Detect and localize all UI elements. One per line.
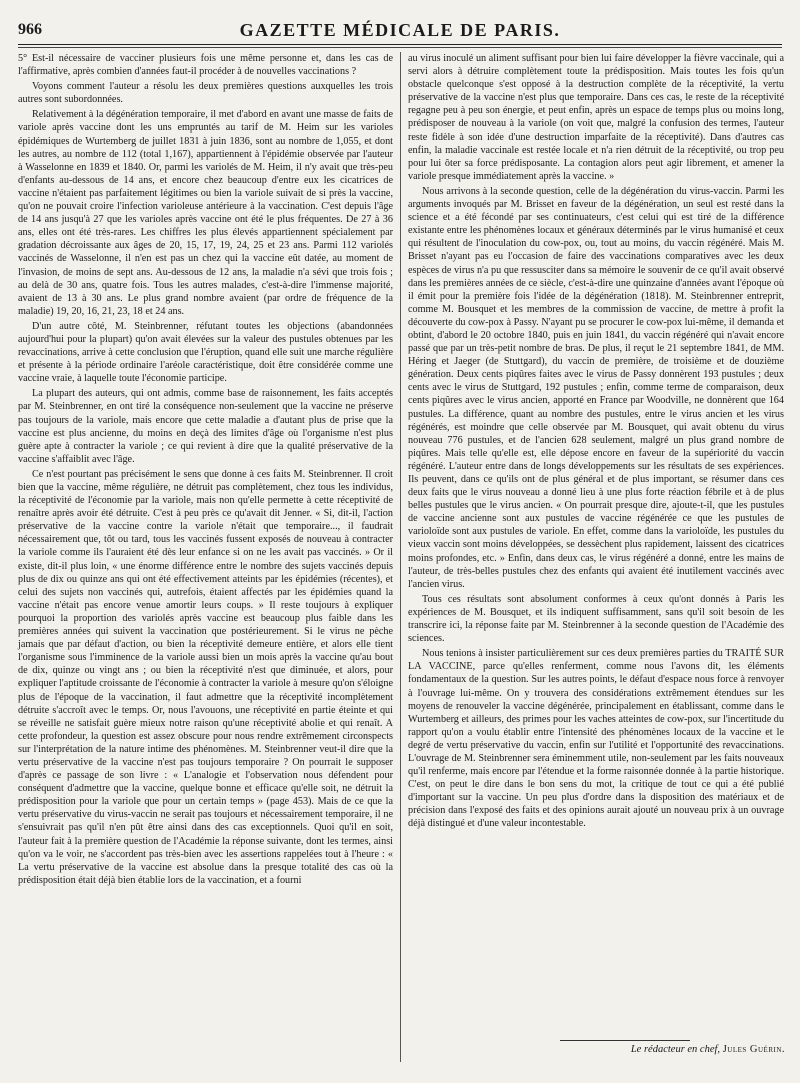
paragraph: au virus inoculé un aliment suffisant pour bien lui faire développer la fièvre vaccinale, qui a servi alors à détruire complètement toute la prédisposition. Mais toutes les fois qu'un obstacle quelconque s'est opposé à la destruction complète de la réceptivité, la vertu préservative de la vaccine n'est plus que temporaire. Dans ces cas, le reste de la réceptivité regagne peu à peu son énergie, et peut enfin, après un espace de temps plus ou moins long, prédisposer de nouveau à la variole (on voit que, malgré la confusion des termes, l'auteur reste fidèle à son idée d'une destruction imparfaite de la réceptivité). Dans d'autres cas enfin, la maladie vaccinale est restée locale et n'a rien détruit de la réceptivité, ou trop peu pour lui ôter sa force prédisposante. La contagion alors peut agir librement, et amener la variole presque immédiatement après la vaccine. » <box>408 53 784 182</box>
page-number: 966 <box>18 21 42 38</box>
paragraph: La plupart des auteurs, qui ont admis, comme base de raisonnement, les faits acceptés par M. Steinbrenner, en ont tiré la conséquence non-seulement que la vaccine ne préserve pas toujours de la variole, mais encore que cette maladie a d'autant plus de prise que la vaccine est plus ancienne, du moins en deçà des limites d'âge où l'organisme n'est plus guère apte à contracter la variole ; ce qui revient à dire que la qualité préservative de la vaccine s'affaiblit avec l'âge. <box>18 388 393 465</box>
signature <box>520 1044 785 1055</box>
page-header <box>18 18 782 42</box>
paragraph: Tous ces résultats sont absolument conformes à ceux qu'ont donnés à Paris les expériences de M. Bousquet, et ils indiquent suffisamment, sans qu'il soit besoin de les transcrire ici, la réponse faite par M. Steinbrenner à la seconde question de l'Académie des sciences. <box>408 593 784 645</box>
closing-rule <box>560 1040 690 1041</box>
paragraph: Relativement à la dégénération temporaire, il met d'abord en avant une masse de faits de variole après vaccine dont les uns empruntés au tarif de M. Heim sur les varioles épidémiques de Wurtemberg de juillet 1831 à juin 1836, sont au nombre de 1,055, et dont les autres, au nombre de 112 (total 1,167), appartiennent à l'épidémie observée par l'auteur à Wasselonne en 1839 et 1840. Or, parmi les variolés de M. Heim, il n'y avait que très-peu d'enfants au-dessous de 14 ans, et encore chez beaucoup d'entre eux les cicatrices de vaccine n'étaient pas parfaitement légitimes ou bien la variole suivait de si près la vaccine, qu'on ne pouvait croire l'infection varioleuse antérieure à la vaccination. C'est depuis l'âge de 14 ans jusqu'à 27 que les varioles après vaccine ont été le plus fréquentes. De 27 à 36 ans, elles ont été très-rares. Les chiffres les plus élevés appartiennent spécialement par gradation décroissante aux âges de 20, 15, 17, 19, 24, 25 et 23 ans. Parmi 112 variolés vaccinés de Wasselonne, il n'en est pas un chez qui la vaccine eût datée, au moment de l'invasion, de moins de sept ans. Au-dessous de 12 ans, la maladie n'a sévi que trois fois ; au delà de 30 ans, quatre fois. Tous les autres malades, c'est-à-dire l'immense majorité, avaient de 13 à 30 ans. Le plus grand nombre avaient (par ordre de fréquence de la maladie) 19, 20, 16, 21, 23, 18 et 24 ans. <box>18 109 393 317</box>
column-divider <box>400 52 401 1062</box>
paragraph: 5° Est-il nécessaire de vacciner plusieurs fois une même personne et, dans les cas de l'affirmative, après combien d'années faut-il procéder à de nouvelles vaccinations ? <box>18 53 393 78</box>
left-column <box>18 52 393 889</box>
signature-prefix: Le rédacteur en chef, <box>630 1044 721 1055</box>
paragraph: Nous arrivons à la seconde question, celle de la dégénération du virus-vaccin. Parmi les arguments invoqués par M. Brisset en faveur de la dégénération, un seul est resté dans la science et a été fécondé par ses continuateurs, c'est celui qui est tiré de la différence existante entre les phénomènes locaux et généraux déterminés par le virus humanisé et ceux qui résultent de l'inoculation du cow-pox, ou, tout au moins, du vaccin régénéré. Mais M. Brisset n'ayant pas eu l'occasion de faire des vaccinations comparatives avec les deux espèces de virus n'a pu que ressusciter dans sa mémoire le souvenir de ce qu'il avait observé dans les premières années de ce siècle, c'est-à-dire une quinzaine d'années avant l'époque où il émit pour la première fois l'idée de la dégénération (1818). M. Steinbrenner entreprit, comme M. Bousquet et les membres de la commission de vaccine, de mettre à profit la découverte du cow-pox à Passy. N'ayant pu se procurer le cow-pox lui-même, il demanda et obtint, d'abord le 20 octobre 1840, puis en juin 1841, du vaccin régénéré qui n'avait encore passé que par un très-petit nombre de bras. De plus, il reçut le 21 septembre 1841, de MM. Héring et Jaeger (de Stuttgard), du vaccin de première, de troisième et de douzième génération. Deux cents piqûres faites avec le virus de Passy donnèrent 193 pustules ; deux cents avec le virus de Stuttgard, 192 pustules ; enfin, comme terme de comparaison, deux cents piqûres avec le virus ancien, apporté en France par Woodville, ne donnèrent que 164 pustules. La différence, quant au nombre des pustules, entre le virus ancien et les virus régénérés, est moindre que celle observée par M. Bousquet, qui avait obtenu du virus nouveau 776 pustules, et de l'ancien 628 seulement, malgré un plus grand nombre de piqûres. Mais telle qu'elle est, elle dépose encore en faveur de la supériorité du vaccin régénéré. L'auteur entre dans de longs développements sur les résultats de ses expériences. Ils peuvent, dans ce qu'ils ont de plus général et de plus important, se résumer dans ces deux faits que le virus nouveau a donné lieu à une plus forte réaction fébrile et à de plus belles pustules que le virus ancien. « On pourrait presque dire, ajoute-t-il, que les pustules de vaccine ancienne sont aux pustules de vaccine régénérée ce que les pustules de varioloïde sont aux pustules de variole. En effet, comme dans la varioloïde, les pustules du vieux vaccin sont moins développées, se dessèchent plus rapidement, laissent des cicatrices moins profondes, etc. » Enfin, dans deux cas, le virus régénéré a donné, entre les mains de l'auteur, de très-belles pustules chez des enfants qui avaient été inutilement vaccinés avec l'ancien virus. <box>408 185 784 590</box>
paragraph: D'un autre côté, M. Steinbrenner, réfutant toutes les objections (abandonnées aujourd'hui pour la plupart) qu'on avait élevées sur la valeur des pustules obtenues par les revaccinations, arrive à cette conclusion que l'éruption, quand elle suit une marche régulière et présente à la période ordinaire l'aréole caractéristique, doit être considérée comme une vaccine vraie, à laquelle toute l'économie participe. <box>18 320 393 385</box>
paragraph: Ce n'est pourtant pas précisément le sens que donne à ces faits M. Steinbrenner. Il croit bien que la vaccine, même régulière, ne détruit pas complètement, chez tous les individus, la réceptivité de l'économie par la variole, mais non qu'elle permette à cette réceptivité de renaître après avoir été détruite. C'est à peu près ce qu'avait dit Jenner. « Si, dit-il, l'action préservative de la vaccine contre la variole n'était que temporaire..., il faudrait nécessairement que, tôt ou tard, tous les vaccinés fussent exposés de nouveau à contracter la variole comme ils l'auraient été dès leur enfance si on ne les avait pas vaccinés. » Or il existe, dit-il plus loin, « une énorme différence entre le nombre des sujets vaccinés depuis plus de dix ou quinze ans qui ont été effectivement atteints par les épidémies (récentes), et celui des sujets non vaccinés qui, autrefois, étaient affectés par les épidémies quand la vaccine n'était pas encore venue amortir leurs coups. » Il reste toujours à expliquer pourquoi la proportion des variolés après vaccine est beaucoup plus faible dans les premières années qui suivent la vaccination que postérieurement. Si le virus ne pèche jamais que par défaut d'action, ou bien la réceptivité demeure entière, et alors elle tient l'organisme sous l'imminence de la variole aussi bien un mois après la vaccine qu'au bout de dix, quinze ou vingt ans ; ou bien la réceptivité n'est que diminuée, et alors, pour expliquer l'aptitude croissante de l'économie à contracter la variole à mesure qu'on s'éloigne plus de l'époque de la vaccination, il faut admettre que la réceptivité incomplètement détruite s'accroît avec le temps. Or, nous l'avouons, une réceptivité en partie éteinte et qui se réveille ne satisfait guère mieux notre raison qu'une réceptivité abolie et qui renaît. A cette profondeur, la question est assez obscure pour nous rendre extrêmement circonspects sur l'interprétation de la nature intime des phénomènes. M. Steinbrenner veut-il dire que la vertu préservative de la vaccine n'est pas toujours temporaire ? On pourrait le supposer d'après ce passage de son livre : « L'analogie et l'observation nous défendent pour conséquent d'admettre que la vaccine, quelque bonne et efficace qu'elle soit, ne détruit la prédisposition pour la variole que pour un certain temps » (page 453). Mais de ce que la vertu préservative du virus-vaccin ne serait pas toujours et nécessairement temporaire, il ne s'ensuivrait pas qu'il n'en pût être ainsi dans des cas exceptionnels. Quoi qu'il en soit, l'auteur fait à la première question de l'Académie la réponse suivante, dont les termes, ainsi qu'on va le voir, ne s'accordent pas très-bien avec les assertions rappelées tout à l'heure : « La vertu préservative de la vaccine est absolue dans la presque totalité des cas où la prédisposition était déjà bien établie lors de la vaccination, et a fourni <box>18 468 393 886</box>
signature-name: Jules Guérin. <box>722 1044 785 1055</box>
header-rule <box>18 44 782 45</box>
journal-title: GAZETTE MÉDICALE DE PARIS. <box>239 20 561 40</box>
paragraph: Nous tenions à insister particulièrement sur ces deux premières parties du TRAITÉ SUR LA VACCINE, parce qu'elles renferment, comme nous l'avons dit, les éléments fondamentaux de la question. Sur les autres points, le défaut d'espace nous force à renvoyer à l'ouvrage lui-même. On y trouvera des considérations extrêmement étendues sur les moyens de renouveler la vaccine dégénérée, principalement en établissant, comme dans le Wurtemberg et ailleurs, des primes pour les vaches atteintes de cow-pox, sur l'incertitude du rapport qu'on a voulu établir entre l'intensité des phénomènes locaux de la vaccine et le degré de vertu préservative du vaccin, enfin sur l'utilité et l'opportunité des revaccinations. L'ouvrage de M. Steinbrenner sera éminemment utile, non-seulement par les faits nouveaux qu'il renferme, mais encore par l'étendue et la forme raisonnée donnée à la partie historique. C'est, on peut le dire dans le bon sens du mot, la critique de tout ce qui a été publié d'important sur la vaccine. Un peu plus d'ordre dans la disposition des matériaux et de précision dans l'exposé des faits et des opinions aurait ajouté un nouveau prix à un ouvrage déjà distingué et d'une valeur incontestable. <box>408 648 784 830</box>
right-column <box>408 52 784 833</box>
paragraph: Voyons comment l'auteur a résolu les deux premières questions auxquelles les trois autres sont subordonnées. <box>18 81 393 106</box>
header-rule-thin <box>18 47 782 48</box>
